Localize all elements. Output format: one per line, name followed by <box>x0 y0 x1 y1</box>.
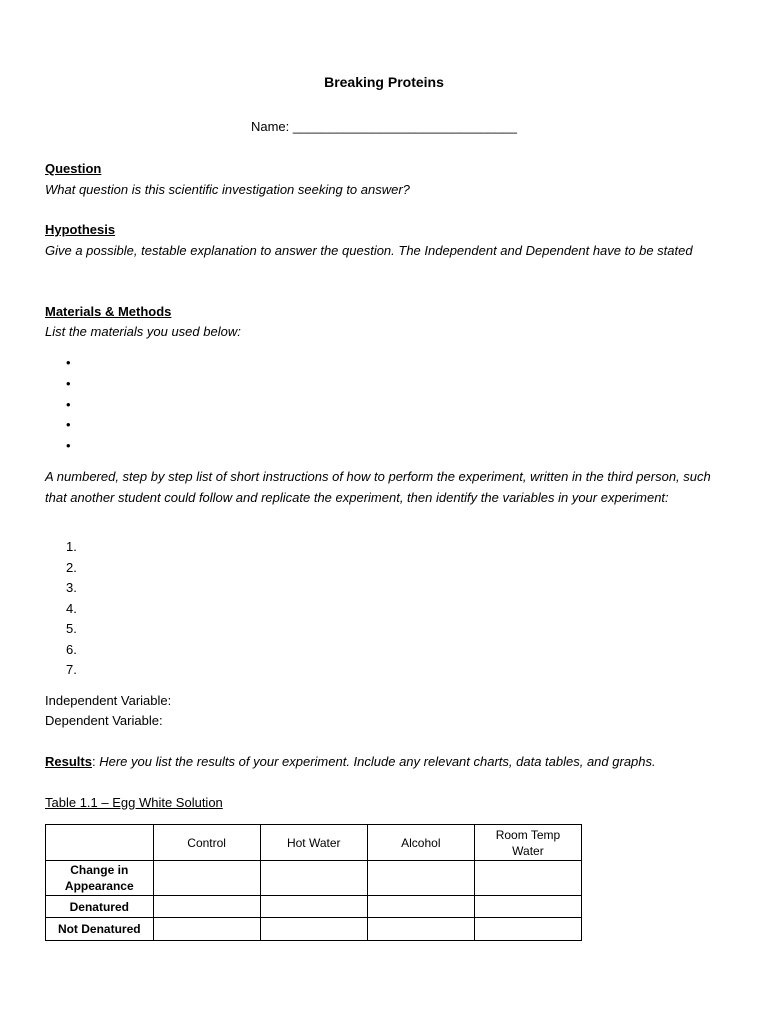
question-heading: Question <box>45 161 102 176</box>
results-label: Results <box>45 754 92 769</box>
step-number: 1. <box>66 539 77 554</box>
table-row <box>46 896 582 918</box>
step-number: 6. <box>66 642 77 657</box>
materials-bullet: • <box>66 417 71 432</box>
results-colon: : <box>91 754 96 769</box>
results-text: Here you list the results of your experiment. Include any relevant charts, data tables, and graphs. <box>95 754 656 769</box>
table-cell[interactable] <box>260 861 367 896</box>
materials-bullet: • <box>66 438 71 453</box>
table-cell[interactable] <box>367 896 474 918</box>
table-cell[interactable] <box>260 896 367 918</box>
materials-heading: Materials & Methods <box>45 304 172 319</box>
table-caption: Table 1.1 – Egg White Solution <box>45 795 223 810</box>
table-cell[interactable] <box>153 918 260 941</box>
materials-prompt: List the materials you used below: <box>45 324 241 339</box>
table-cell[interactable] <box>153 861 260 896</box>
column-header-alcohol: Alcohol <box>367 825 474 861</box>
independent-variable-label: Independent Variable: <box>45 693 172 708</box>
table-cell[interactable] <box>367 861 474 896</box>
table-cell[interactable] <box>260 918 367 941</box>
hypothesis-heading: Hypothesis <box>45 222 116 237</box>
column-header-control: Control <box>153 825 260 861</box>
materials-bullet: • <box>66 376 71 391</box>
results-line <box>45 753 656 771</box>
results-table <box>45 824 582 941</box>
table-cell[interactable] <box>153 896 260 918</box>
row-header-not-denatured: Not Denatured <box>46 918 154 941</box>
step-number: 3. <box>66 580 77 595</box>
table-cell[interactable] <box>474 861 581 896</box>
step-number: 7. <box>66 662 77 677</box>
table-header-row <box>46 825 582 861</box>
table-cell[interactable] <box>474 918 581 941</box>
steps-prompt: A numbered, step by step list of short instructions of how to perform the experiment, written in the third person, such that another student could follow and replicate the experiment, then identify the variables in your experiment: <box>45 469 711 505</box>
name-field-line: Name: _______________________________ <box>250 119 518 134</box>
column-header-room-temp-water: Room Temp Water <box>474 825 581 861</box>
step-number: 2. <box>66 560 77 575</box>
question-prompt: What question is this scientific investigation seeking to answer? <box>45 182 410 197</box>
dependent-variable-label: Dependent Variable: <box>45 713 163 728</box>
column-header-hot-water: Hot Water <box>260 825 367 861</box>
table-cell[interactable] <box>474 896 581 918</box>
table-row <box>46 861 582 896</box>
row-header-change-in-appearance: Change in Appearance <box>46 861 154 896</box>
page-title: Breaking Proteins <box>324 74 444 90</box>
table-row <box>46 918 582 941</box>
materials-bullet: • <box>66 397 71 412</box>
step-number: 4. <box>66 601 77 616</box>
materials-bullet: • <box>66 355 71 370</box>
table-corner-cell <box>46 825 154 861</box>
step-number: 5. <box>66 621 77 636</box>
hypothesis-prompt: Give a possible, testable explanation to answer the question. The Independent and Dependent have to be stated <box>45 243 693 258</box>
table-cell[interactable] <box>367 918 474 941</box>
row-header-denatured: Denatured <box>46 896 154 918</box>
